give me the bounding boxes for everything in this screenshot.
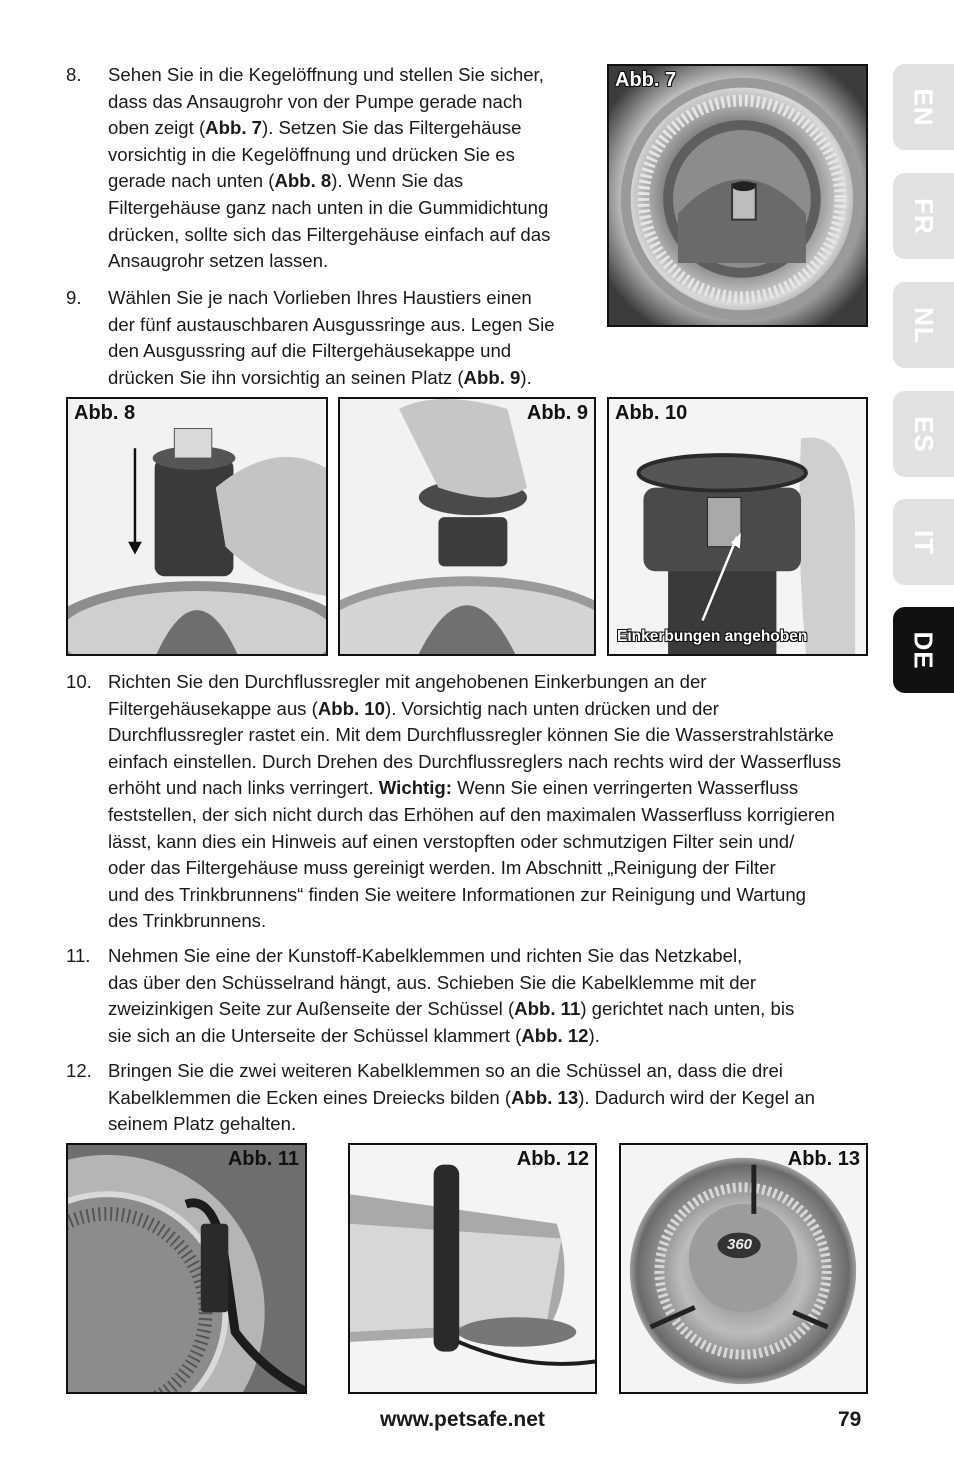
text-run: oder das Filtergehäuse muss gereinigt werden. Im Abschnitt „Reinigung der Filter xyxy=(108,857,776,879)
abb-10-photo xyxy=(609,399,866,654)
bold-text: Abb. 11 xyxy=(514,998,581,1020)
text-run: Filtergehäusekappe aus ( xyxy=(108,697,318,719)
step-number: 9. xyxy=(66,287,82,308)
figure-abb-10 xyxy=(607,397,868,656)
language-tab-label: EN xyxy=(909,87,939,127)
text-run: Nehmen Sie eine der Kunstoff-Kabelklemmen und richten Sie das Netzkabel, xyxy=(108,945,743,966)
text-run: seinem Platz gehalten. xyxy=(108,1113,297,1135)
text-line xyxy=(108,749,841,776)
bold-text: Abb. 10 xyxy=(317,697,385,719)
step-text xyxy=(108,943,794,1049)
abb-13-photo xyxy=(621,1145,866,1392)
language-tab-es[interactable] xyxy=(893,391,954,477)
language-tab-de[interactable] xyxy=(893,607,954,693)
bold-text: Abb. 12 xyxy=(521,1024,589,1046)
figure-abb-8 xyxy=(66,397,328,656)
language-tab-label: NL xyxy=(908,306,939,344)
text-run: ). Wenn Sie das xyxy=(331,170,464,192)
bold-text: Wichtig: xyxy=(378,777,452,799)
abb-9-photo xyxy=(340,399,594,654)
text-line xyxy=(108,195,550,222)
text-run: erhöht und nach links verringert. xyxy=(108,777,379,799)
footer-url: www.petsafe.net xyxy=(380,1408,545,1431)
text-run: gerade nach unten ( xyxy=(108,170,275,192)
figure-abb-9 xyxy=(338,397,596,656)
text-run: Durchflussregler rastet ein. Mit dem Durchflussregler können Sie die Wasserstrahlstärke xyxy=(108,724,834,746)
bold-text: Abb. 13 xyxy=(511,1086,579,1108)
text-line xyxy=(108,855,841,882)
bold-text: Abb. 9 xyxy=(463,366,521,388)
figure-abb-11 xyxy=(66,1143,307,1394)
abb-13-logo-text: 360 xyxy=(727,1236,753,1253)
text-line xyxy=(108,996,794,1023)
text-line xyxy=(108,943,794,970)
text-line xyxy=(108,882,841,909)
text-run: ). xyxy=(588,1024,600,1046)
abb-13-label: Abb. 13 xyxy=(787,1148,860,1170)
text-run: vorsichtig in die Kegelöffnung und drücken Sie es xyxy=(108,143,515,165)
abb-12-label: Abb. 12 xyxy=(516,1148,589,1170)
figure-abb-12 xyxy=(348,1143,597,1394)
step-text xyxy=(108,62,550,275)
text-run: Richten Sie den Durchflussregler mit angehobenen Einkerbungen an der xyxy=(108,671,707,692)
step-text xyxy=(108,285,555,391)
step-text xyxy=(108,669,841,935)
text-run: den Ausgussring auf die Filtergehäusekappe und xyxy=(108,340,512,362)
text-run: der fünf austauschbaren Ausgussringe aus. Legen Sie xyxy=(108,313,555,335)
figure-abb-13 xyxy=(619,1143,868,1394)
text-run: dass das Ansaugrohr von der Pumpe gerade nach xyxy=(108,90,523,112)
text-run: Ansaugrohr setzen lassen. xyxy=(108,250,329,272)
language-tab-fr[interactable] xyxy=(893,173,954,259)
text-run: ). xyxy=(520,366,532,388)
abb-10-label: Abb. 10 xyxy=(615,402,688,424)
step-number: 10. xyxy=(66,671,92,692)
text-line xyxy=(108,1111,815,1138)
language-tab-en[interactable] xyxy=(893,64,954,150)
text-line xyxy=(108,248,550,275)
text-run: Wenn Sie einen verringerten Wasserfluss xyxy=(451,777,799,799)
text-run: des Trinkbrunnens. xyxy=(108,910,267,932)
text-run: einfach einstellen. Durch Drehen des Durchflussreglers nach rechts wird der Wasserfluss xyxy=(108,750,842,772)
text-run: drücken Sie ihn vorsichtig an seinen Platz ( xyxy=(108,366,464,388)
text-line xyxy=(108,908,841,935)
bold-text: Abb. 7 xyxy=(205,117,262,139)
text-run: ). Setzen Sie das Filtergehäuse xyxy=(262,117,522,139)
text-line xyxy=(108,62,550,89)
language-tab-label: ES xyxy=(909,415,939,453)
figure-abb-7 xyxy=(607,64,868,327)
text-line xyxy=(108,829,841,856)
text-line xyxy=(108,89,550,116)
text-run: oben zeigt ( xyxy=(108,117,206,139)
text-run: Wählen Sie je nach Vorlieben Ihres Haustiers einen xyxy=(108,287,532,308)
text-run: ). Vorsichtig nach unten drücken und der xyxy=(385,697,719,719)
abb-11-photo xyxy=(68,1145,305,1392)
language-tab-it[interactable] xyxy=(893,499,954,585)
text-run: Filtergehäuse ganz nach unten in die Gummidichtung xyxy=(108,196,549,218)
text-line xyxy=(108,142,550,169)
abb-7-label: Abb. 7 xyxy=(615,69,677,91)
step-number: 8. xyxy=(66,64,82,85)
text-line xyxy=(108,1085,815,1112)
bold-text: Abb. 8 xyxy=(274,170,332,192)
abb-9-label: Abb. 9 xyxy=(526,402,588,424)
text-run: zweizinkigen Seite zur Außenseite der Schüssel ( xyxy=(108,998,515,1020)
abb-12-photo xyxy=(350,1145,595,1392)
text-line xyxy=(108,775,841,802)
language-tab-label: FR xyxy=(908,197,939,235)
language-tab-nl[interactable] xyxy=(893,282,954,368)
text-line xyxy=(108,669,841,696)
text-line xyxy=(108,696,841,723)
text-line xyxy=(108,970,794,997)
language-tab-label: DE xyxy=(909,630,939,670)
step-number: 12. xyxy=(66,1060,92,1081)
text-line xyxy=(108,115,550,142)
text-run: und des Trinkbrunnens“ finden Sie weitere Informationen zur Reinigung und Wartung xyxy=(108,883,807,905)
abb-8-photo xyxy=(68,399,326,654)
text-run: Kabelklemmen die Ecken eines Dreiecks bilden ( xyxy=(108,1086,512,1108)
abb-8-label: Abb. 8 xyxy=(74,402,136,424)
text-line xyxy=(108,722,841,749)
text-run: lässt, kann dies ein Hinweis auf einen verstopften oder schmutzigen Filter sein und/ xyxy=(108,830,795,852)
text-run: ). Dadurch wird der Kegel an xyxy=(578,1086,815,1108)
text-line xyxy=(108,1023,794,1050)
step-number: 11. xyxy=(66,945,91,966)
text-run: drücken, sollte sich das Filtergehäuse einfach auf das xyxy=(108,223,551,245)
language-tab-label: IT xyxy=(908,529,939,555)
abb-10-caption: Einkerbungen angehoben xyxy=(617,628,808,645)
text-line xyxy=(108,312,555,339)
text-line xyxy=(108,222,550,249)
abb-11-label: Abb. 11 xyxy=(227,1148,299,1170)
text-line xyxy=(108,802,841,829)
text-line xyxy=(108,1058,815,1085)
text-line xyxy=(108,168,550,195)
text-run: ) gerichtet nach unten, bis xyxy=(580,998,795,1020)
text-run: Bringen Sie die zwei weiteren Kabelklemmen so an die Schüssel an, dass die drei xyxy=(108,1060,783,1081)
text-line xyxy=(108,338,555,365)
text-line xyxy=(108,365,555,392)
text-run: Sehen Sie in die Kegelöffnung und stellen Sie sicher, xyxy=(108,64,544,85)
page-number: 79 xyxy=(838,1408,862,1431)
abb-7-photo xyxy=(609,66,866,325)
text-line xyxy=(108,285,555,312)
text-run: sie sich an die Unterseite der Schüssel klammert ( xyxy=(108,1024,522,1046)
step-text xyxy=(108,1058,815,1138)
text-run: das über den Schüsselrand hängt, aus. Schieben Sie die Kabelklemme mit der xyxy=(108,971,757,993)
text-run: feststellen, der sich nicht durch das Erhöhen auf den maximalen Wasserfluss korrigieren xyxy=(108,803,835,825)
